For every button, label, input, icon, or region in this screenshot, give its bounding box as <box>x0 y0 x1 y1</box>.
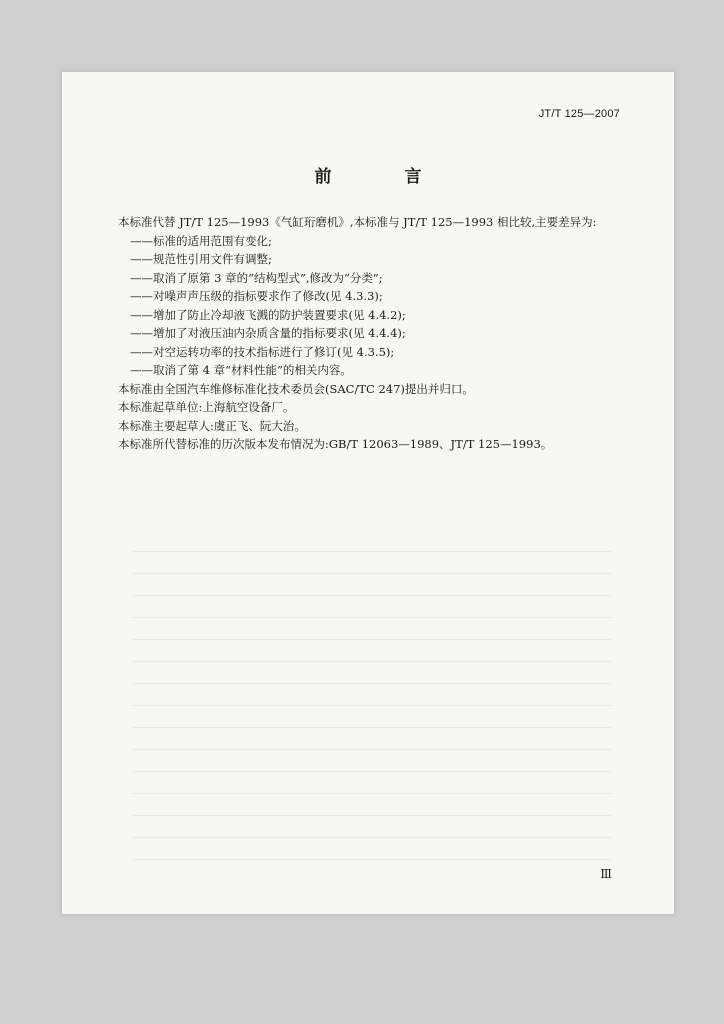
document-page <box>62 72 674 914</box>
list-item: ——对噪声声压级的指标要求作了修改(见 4.3.3); <box>130 289 383 303</box>
list-item: ——取消了原第 3 章的“结构型式”,修改为“分类”; <box>130 270 383 285</box>
list-item: ——增加了对液压油内杂质含量的指标要求(见 4.4.4); <box>130 326 406 340</box>
list-item: ——增加了防止冷却液飞溅的防护装置要求(见 4.4.2); <box>130 307 406 322</box>
standard-code: JT/T 125—2007 <box>538 108 620 120</box>
list-item: ——规范性引用文件有调整; <box>130 252 272 266</box>
foreword-body <box>118 213 638 454</box>
page-number: Ⅲ <box>600 867 612 881</box>
paragraph-proposer: 本标准由全国汽车维修标准化技术委员会(SAC/TC 247)提出并归口。 <box>118 381 474 396</box>
bleed-through-texture <box>132 537 612 877</box>
list-item: ——对空运转功率的技术指标进行了修订(见 4.3.5); <box>130 344 395 359</box>
list-item: ——标准的适用范围有变化; <box>130 233 272 248</box>
paragraph-history: 本标准所代替标准的历次版本发布情况为:GB/T 12063—1989、JT/T 125—1993。 <box>118 437 553 451</box>
paragraph-intro: 本标准代替 JT/T 125—1993《气缸珩磨机》,本标准与 JT/T 125—1993 相比较,主要差异为: <box>118 215 597 229</box>
paragraph-drafters: 本标准主要起草人:虞正飞、阮大治。 <box>118 418 306 433</box>
paragraph-drafting-unit: 本标准起草单位:上海航空设备厂。 <box>118 400 295 414</box>
page-title: 前 言 <box>314 167 450 187</box>
list-item: ——取消了第 4 章“材料性能”的相关内容。 <box>130 363 352 377</box>
